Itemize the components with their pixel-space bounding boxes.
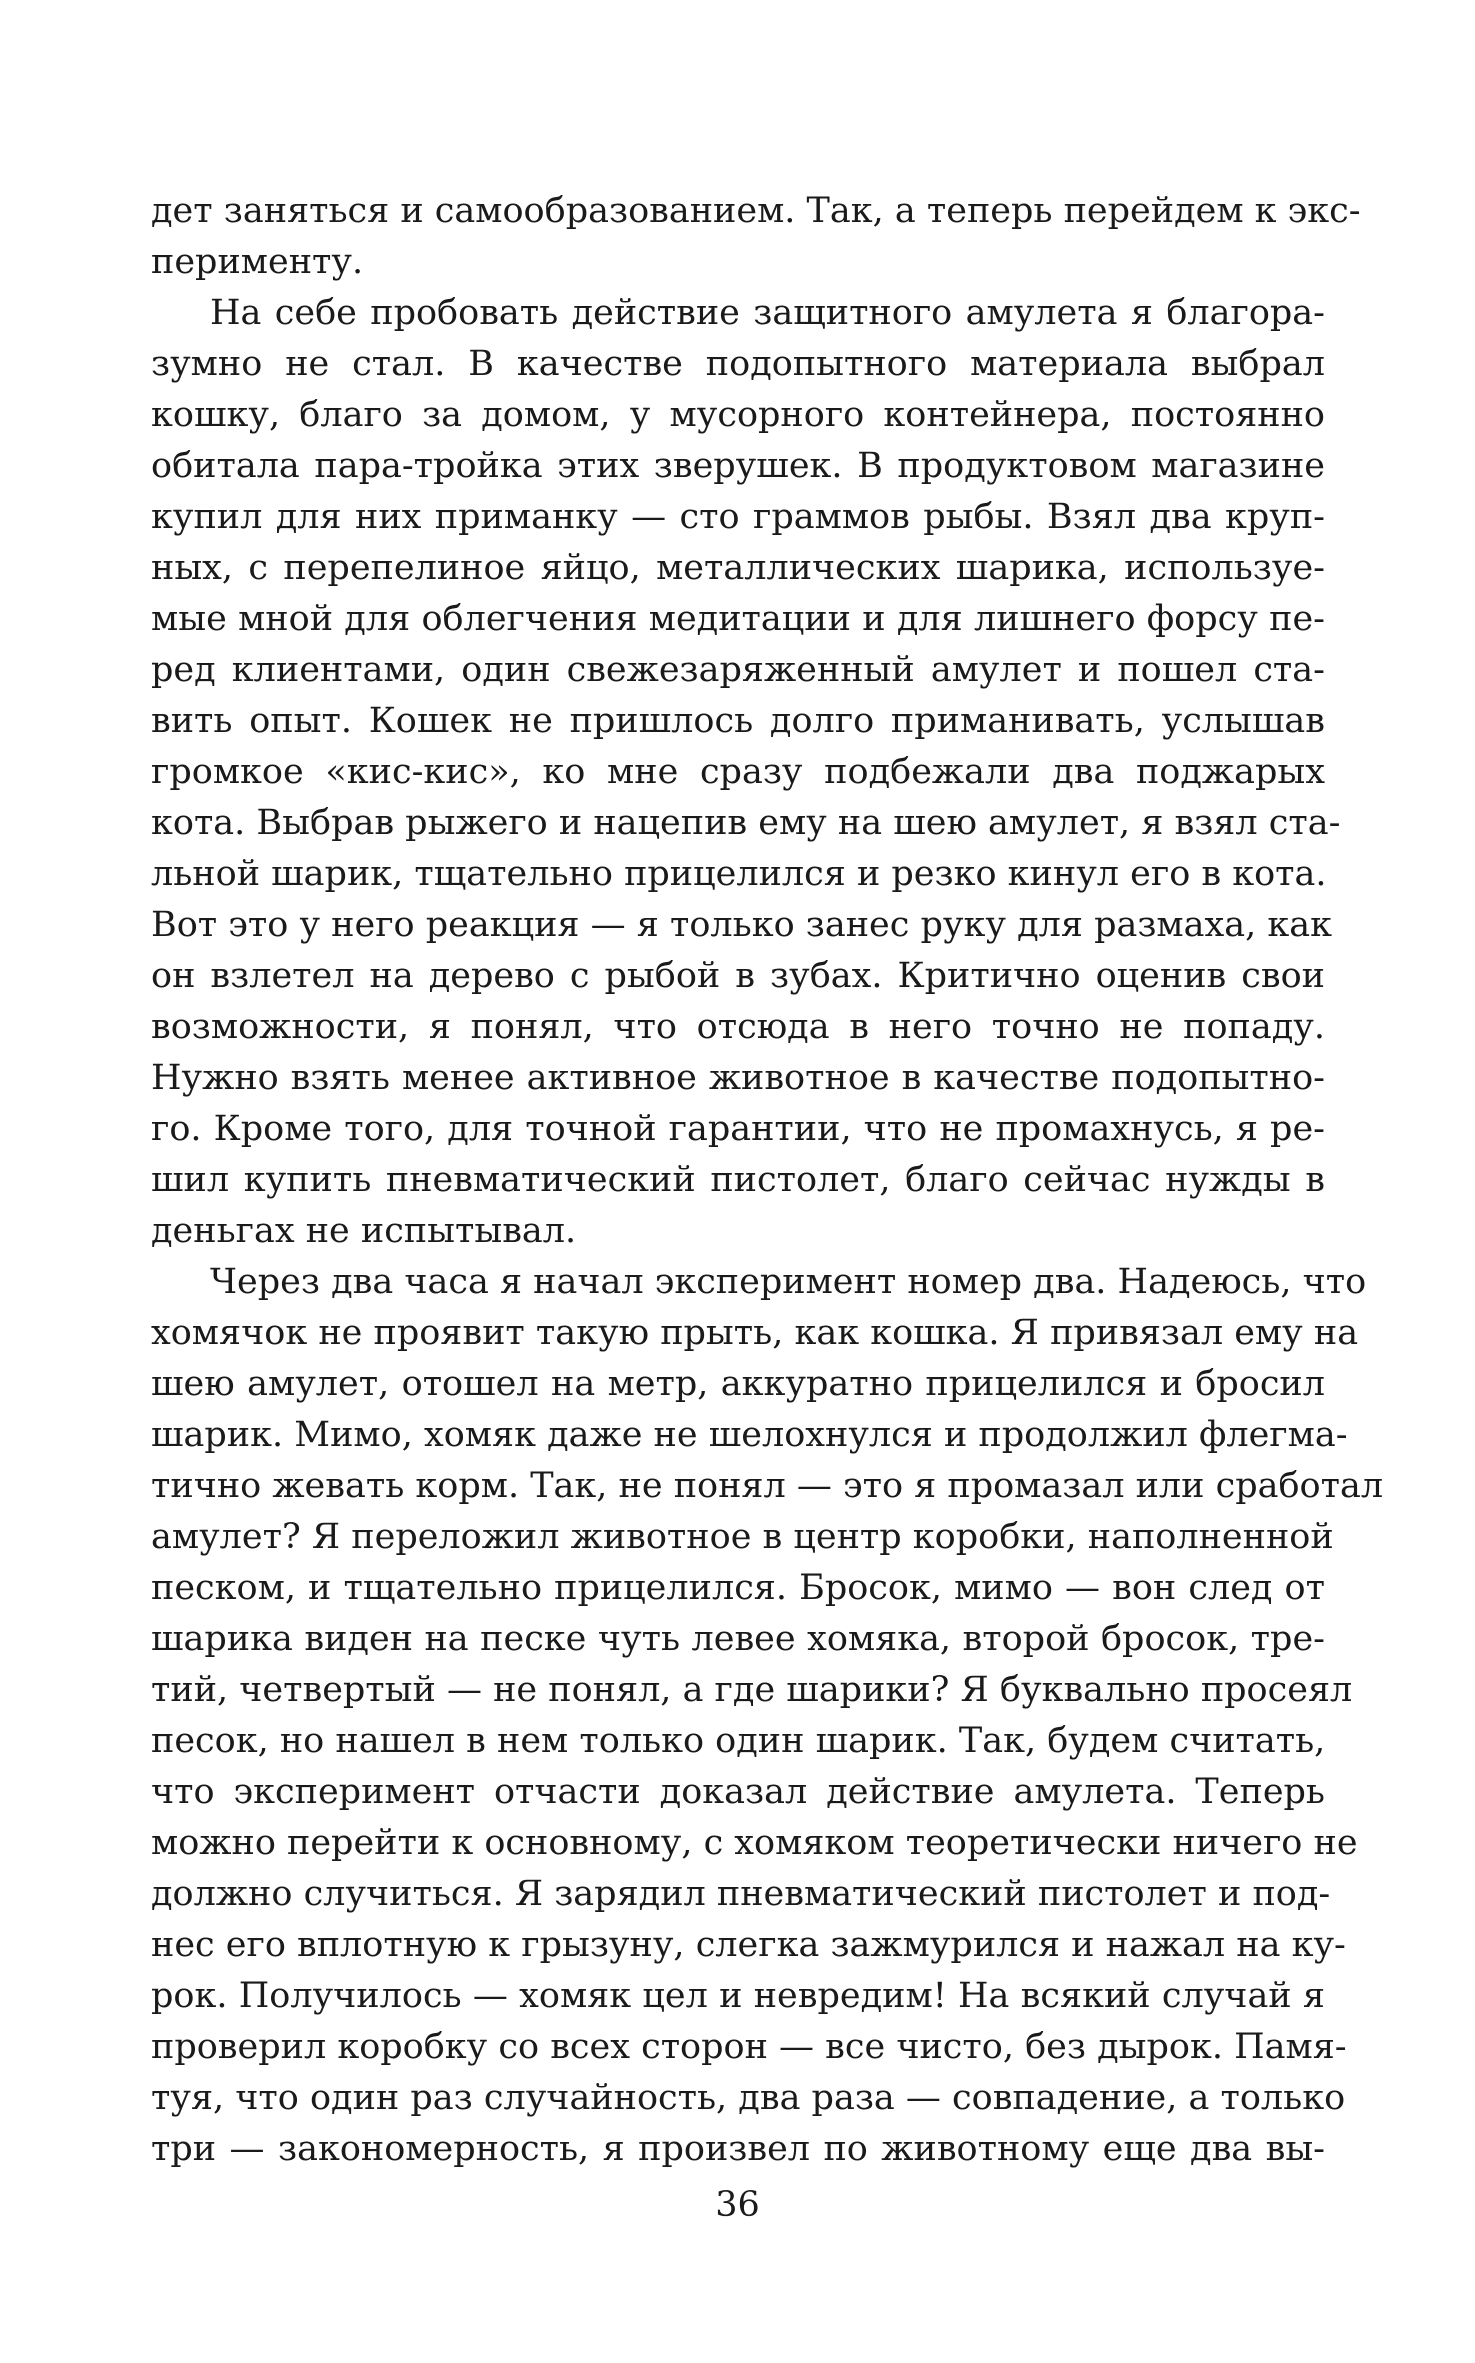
- text-line: хомячок не проявит такую прыть, как кошка. Я привязал ему на: [151, 1313, 1359, 1353]
- text-line: На себе пробовать действие защитного амулета я благора-: [210, 293, 1325, 333]
- text-line: три — закономерность, я произвел по животному еще два вы-: [151, 2129, 1325, 2169]
- text-line: громкое «кис-кис», ко мне сразу подбежали два поджарых: [151, 752, 1325, 792]
- text-line: купил для них приманку — сто граммов рыбы. Взял два круп-: [151, 497, 1325, 537]
- body-text: [151, 186, 1384, 2175]
- text-line: деньгах не испытывал.: [151, 1211, 577, 1251]
- text-line: тично жевать корм. Так, не понял — это я промазал или сработал: [151, 1466, 1384, 1506]
- text-line: льной шарик, тщательно прицелился и резко кинул его в кота.: [151, 854, 1327, 894]
- text-line: туя, что один раз случайность, два раза — совпадение, а только: [151, 2078, 1346, 2118]
- text-line: Вот это у него реакция — я только занес руку для размаха, как: [151, 905, 1332, 945]
- text-line: возможности, я понял, что отсюда в него точно не попаду.: [151, 1007, 1325, 1047]
- text-line: шил купить пневматический пистолет, благо сейчас нужды в: [151, 1160, 1325, 1200]
- text-line: обитала пара-тройка этих зверушек. В продуктовом магазине: [151, 446, 1325, 486]
- text-line: шею амулет, отошел на метр, аккуратно прицелился и бросил: [151, 1364, 1325, 1404]
- text-line: дет заняться и самообразованием. Так, а теперь перейдем к экс-: [151, 191, 1361, 231]
- text-line: Нужно взять менее активное животное в качестве подопытно-: [151, 1058, 1325, 1098]
- text-line: что эксперимент отчасти доказал действие амулета. Теперь: [151, 1772, 1325, 1812]
- text-line: ных, с перепелиное яйцо, металлических шарика, используе-: [151, 548, 1325, 588]
- text-line: песком, и тщательно прицелился. Бросок, мимо — вон след от: [151, 1568, 1325, 1608]
- text-line: ред клиентами, один свежезаряженный амулет и пошел ста-: [151, 650, 1325, 690]
- text-line: шарика виден на песке чуть левее хомяка, второй бросок, тре-: [151, 1619, 1325, 1659]
- text-line: можно перейти к основному, с хомяком теоретически ничего не: [151, 1823, 1358, 1863]
- text-line: проверил коробку со всех сторон — все чисто, без дырок. Памя-: [151, 2027, 1347, 2067]
- text-line: шарик. Мимо, хомяк даже не шелохнулся и продолжил флегма-: [151, 1415, 1348, 1455]
- text-line: мые мной для облегчения медитации и для лишнего форсу пе-: [151, 599, 1325, 639]
- text-line: амулет? Я переложил животное в центр коробки, наполненной: [151, 1517, 1334, 1557]
- text-line: кота. Выбрав рыжего и нацепив ему на шею амулет, я взял ста-: [151, 803, 1341, 843]
- text-line: зумно не стал. В качестве подопытного материала выбрал: [151, 344, 1325, 384]
- text-line: нес его вплотную к грызуну, слегка зажмурился и нажал на ку-: [151, 1925, 1346, 1965]
- text-line: го. Кроме того, для точной гарантии, что не промахнусь, я ре-: [151, 1109, 1325, 1149]
- text-line: вить опыт. Кошек не пришлось долго приманивать, услышав: [151, 701, 1325, 741]
- text-line: перименту.: [151, 242, 364, 282]
- text-line: должно случиться. Я зарядил пневматический пистолет и под-: [151, 1874, 1331, 1914]
- text-line: он взлетел на дерево с рыбой в зубах. Критично оценив свои: [151, 956, 1325, 996]
- text-line: песок, но нашел в нем только один шарик. Так, будем считать,: [151, 1721, 1326, 1761]
- text-line: Через два часа я начал эксперимент номер два. Надеюсь, что: [210, 1262, 1367, 1302]
- page-number: 36: [715, 2185, 760, 2225]
- text-line: кошку, благо за домом, у мусорного контейнера, постоянно: [151, 395, 1325, 435]
- text-line: рок. Получилось — хомяк цел и невредим! На всякий случай я: [151, 1976, 1325, 2016]
- text-line: тий, четвертый — не понял, а где шарики? Я буквально просеял: [151, 1670, 1353, 1710]
